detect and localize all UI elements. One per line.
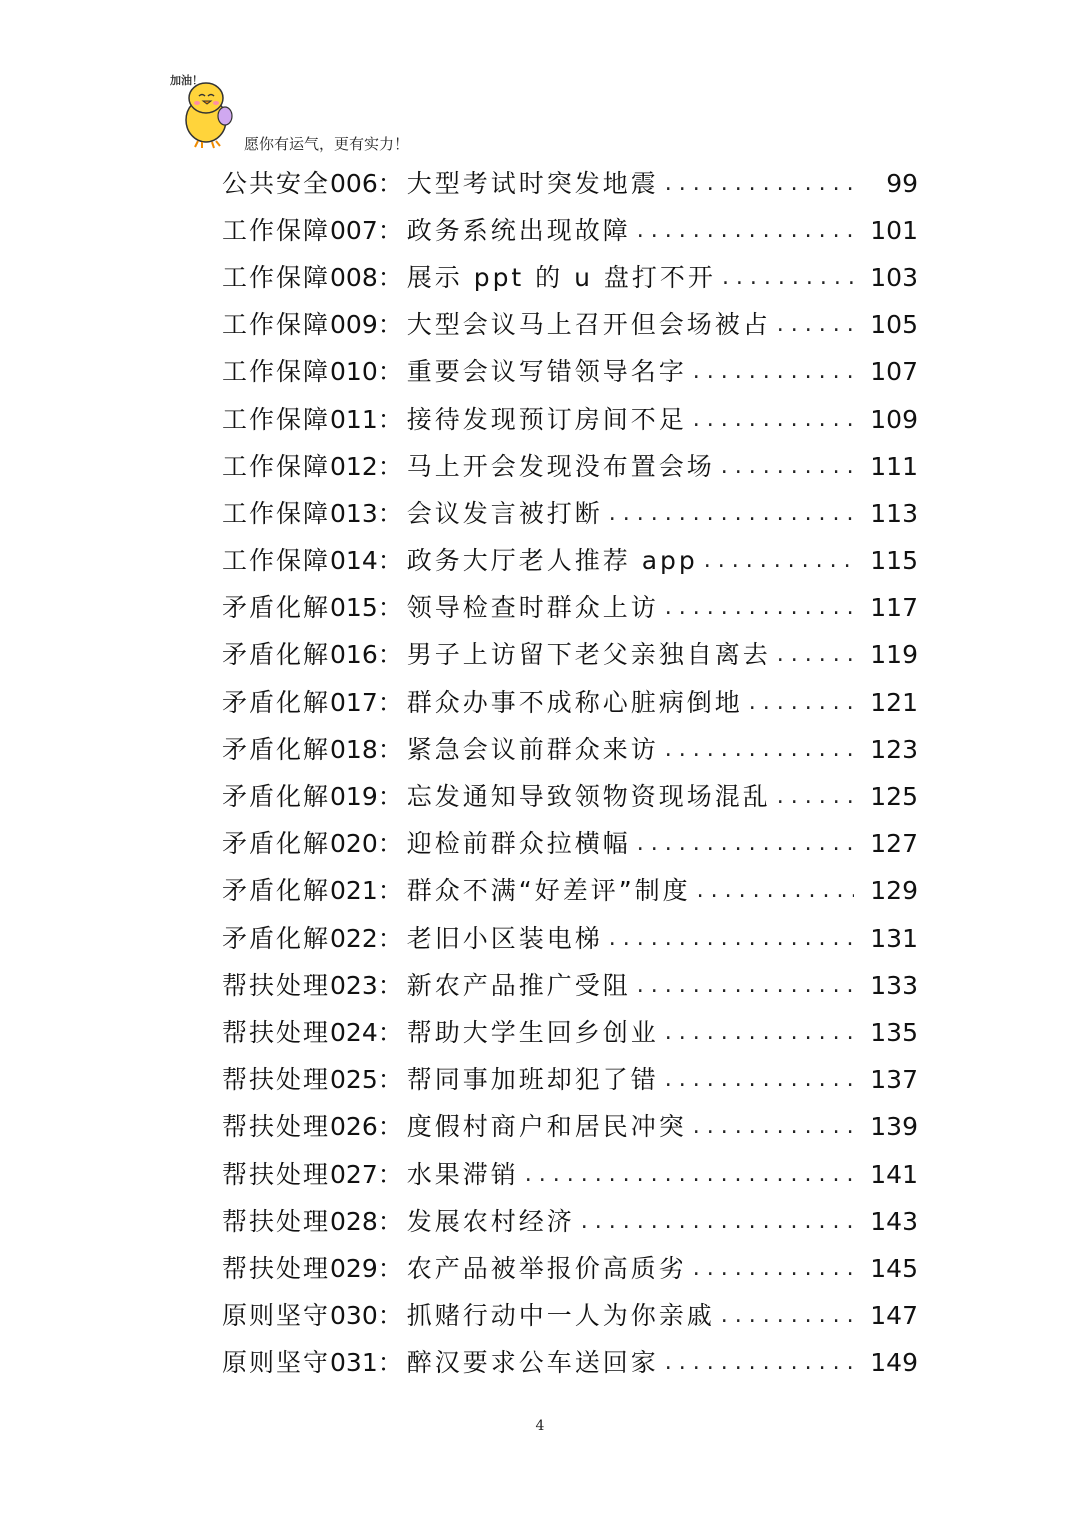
toc-page-number: 113 <box>870 498 918 528</box>
toc-page-number: 119 <box>870 640 918 670</box>
toc-page-number: 137 <box>870 1065 918 1095</box>
toc-row[interactable] <box>222 490 918 537</box>
dot-leader <box>637 216 854 246</box>
toc-page-number: 121 <box>870 687 918 717</box>
toc-title: 政务大厅老人推荐 app <box>406 546 698 576</box>
toc-category: 帮扶处理 <box>222 1206 331 1236</box>
toc-colon: ： <box>377 782 403 812</box>
toc-colon: ： <box>377 498 403 528</box>
toc-title: 紧急会议前群众来访 <box>406 734 659 764</box>
toc-page-number: 115 <box>870 546 918 576</box>
toc-row[interactable] <box>222 1104 918 1151</box>
toc-page-number: 135 <box>870 1017 918 1047</box>
toc-colon: ： <box>377 262 403 292</box>
toc-page-number: 117 <box>870 593 918 623</box>
toc-row[interactable] <box>222 160 918 207</box>
dot-leader <box>777 640 854 670</box>
dot-leader <box>722 263 854 293</box>
toc-title: 水果滞销 <box>406 1159 519 1189</box>
toc-page-number: 107 <box>870 357 918 387</box>
toc-category: 工作保障 <box>222 357 331 387</box>
toc-category: 帮扶处理 <box>222 1112 331 1142</box>
toc-row[interactable] <box>222 207 918 254</box>
toc-category: 工作保障 <box>222 215 331 245</box>
toc-row[interactable] <box>222 1245 918 1292</box>
toc-number: 024 <box>330 1017 378 1047</box>
toc-colon: ： <box>377 734 403 764</box>
toc-colon: ： <box>377 640 403 670</box>
toc-title: 农产品被举报价高质劣 <box>406 1253 687 1283</box>
toc-number: 028 <box>330 1206 378 1236</box>
toc-colon: ： <box>377 1112 403 1142</box>
toc-category: 矛盾化解 <box>222 876 331 906</box>
toc-title: 大型考试时突发地震 <box>406 168 659 198</box>
toc-title: 新农产品推广受阻 <box>406 970 631 1000</box>
toc-category: 帮扶处理 <box>222 970 331 1000</box>
toc-category: 原则坚守 <box>222 1301 331 1331</box>
toc-colon: ： <box>377 687 403 717</box>
toc-page-number: 111 <box>870 451 918 481</box>
toc-colon: ： <box>377 1206 403 1236</box>
toc-number: 014 <box>330 546 378 576</box>
dot-leader <box>637 829 854 859</box>
toc-number: 021 <box>330 876 378 906</box>
toc-number: 006 <box>330 168 378 198</box>
toc-number: 013 <box>330 498 378 528</box>
toc-colon: ： <box>377 215 403 245</box>
toc-category: 矛盾化解 <box>222 923 331 953</box>
dot-leader <box>581 1207 854 1237</box>
dot-leader <box>693 357 854 387</box>
mascot-tag: 加油！ <box>170 74 203 87</box>
toc-page-number: 105 <box>870 310 918 340</box>
toc-number: 029 <box>330 1253 378 1283</box>
toc-title: 帮同事加班却犯了错 <box>406 1065 659 1095</box>
toc-title: 迎检前群众拉横幅 <box>406 829 631 859</box>
toc-colon: ： <box>377 168 403 198</box>
toc-row[interactable] <box>222 868 918 915</box>
toc-category: 原则坚守 <box>222 1348 331 1378</box>
toc-page-number: 109 <box>870 404 918 434</box>
toc-row[interactable] <box>222 962 918 1009</box>
toc-title: 政务系统出现故障 <box>406 215 631 245</box>
toc-page-number: 129 <box>870 876 918 906</box>
toc-row[interactable] <box>222 773 918 820</box>
dot-leader <box>609 499 854 529</box>
toc-number: 011 <box>330 404 378 434</box>
toc-category: 矛盾化解 <box>222 734 331 764</box>
toc-number: 017 <box>330 687 378 717</box>
toc-row[interactable] <box>222 915 918 962</box>
toc-colon: ： <box>377 1348 403 1378</box>
toc-title: 群众办事不成称心脏病倒地 <box>406 687 743 717</box>
toc-page-number: 99 <box>886 168 918 198</box>
toc-title: 醉汉要求公车送回家 <box>406 1348 659 1378</box>
dot-leader <box>704 546 854 576</box>
toc-colon: ： <box>377 1159 403 1189</box>
dot-leader <box>665 735 854 765</box>
dot-leader <box>693 1254 854 1284</box>
toc-category: 帮扶处理 <box>222 1065 331 1095</box>
dot-leader <box>697 876 854 906</box>
toc-page-number: 103 <box>870 262 918 292</box>
toc-category: 矛盾化解 <box>222 782 331 812</box>
toc-category: 帮扶处理 <box>222 1017 331 1047</box>
toc-row[interactable] <box>222 821 918 868</box>
toc-number: 008 <box>330 262 378 292</box>
toc-row[interactable] <box>222 1009 918 1056</box>
dot-leader <box>749 688 854 718</box>
toc-title: 领导检查时群众上访 <box>406 593 659 623</box>
dot-leader <box>609 924 854 954</box>
toc-colon: ： <box>377 404 403 434</box>
toc-row[interactable] <box>222 585 918 632</box>
toc-row[interactable] <box>222 632 918 679</box>
toc-category: 公共安全 <box>222 168 331 198</box>
toc-colon: ： <box>377 1017 403 1047</box>
toc-page-number: 133 <box>870 970 918 1000</box>
toc-category: 工作保障 <box>222 404 331 434</box>
dot-leader <box>777 782 854 812</box>
toc-category: 工作保障 <box>222 546 331 576</box>
toc-number: 023 <box>330 970 378 1000</box>
toc-row[interactable] <box>222 538 918 585</box>
toc-page-number: 127 <box>870 829 918 859</box>
toc-title: 大型会议马上召开但会场被占 <box>406 310 771 340</box>
toc-number: 031 <box>330 1348 378 1378</box>
toc-colon: ： <box>377 451 403 481</box>
toc-number: 018 <box>330 734 378 764</box>
toc-row[interactable] <box>222 726 918 773</box>
toc-row[interactable] <box>222 1057 918 1104</box>
toc-row[interactable] <box>222 349 918 396</box>
toc-title: 度假村商户和居民冲突 <box>406 1112 687 1142</box>
toc-row[interactable] <box>222 1340 918 1387</box>
toc-number: 007 <box>330 215 378 245</box>
toc-colon: ： <box>377 1301 403 1331</box>
toc-row[interactable] <box>222 302 918 349</box>
toc-title: 马上开会发现没布置会场 <box>406 451 715 481</box>
toc-page-number: 131 <box>870 923 918 953</box>
toc-category: 矛盾化解 <box>222 829 331 859</box>
toc-colon: ： <box>377 310 403 340</box>
toc-number: 015 <box>330 593 378 623</box>
toc-page-number: 141 <box>870 1159 918 1189</box>
toc-title: 重要会议写错领导名字 <box>406 357 687 387</box>
toc-number: 027 <box>330 1159 378 1189</box>
toc-row[interactable] <box>222 1293 918 1340</box>
page-number: 4 <box>535 1418 545 1434</box>
toc-category: 矛盾化解 <box>222 687 331 717</box>
toc-row[interactable] <box>222 254 918 301</box>
toc-row[interactable] <box>222 679 918 726</box>
toc-number: 019 <box>330 782 378 812</box>
toc-page-number: 143 <box>870 1206 918 1236</box>
toc-category: 帮扶处理 <box>222 1159 331 1189</box>
toc-number: 025 <box>330 1065 378 1095</box>
toc-number: 026 <box>330 1112 378 1142</box>
toc-page-number: 139 <box>870 1112 918 1142</box>
toc-colon: ： <box>377 829 403 859</box>
toc-number: 020 <box>330 829 378 859</box>
toc-category: 矛盾化解 <box>222 593 331 623</box>
toc-number: 016 <box>330 640 378 670</box>
toc-category: 工作保障 <box>222 310 331 340</box>
toc-title: 忘发通知导致领物资现场混乱 <box>406 782 771 812</box>
toc-page-number: 149 <box>870 1348 918 1378</box>
toc-page-number: 101 <box>870 215 918 245</box>
toc-row[interactable] <box>222 1198 918 1245</box>
dot-leader <box>525 1160 854 1190</box>
toc-title: 抓赌行动中一人为你亲戚 <box>406 1301 715 1331</box>
toc-category: 工作保障 <box>222 498 331 528</box>
dot-leader <box>665 1348 854 1378</box>
toc-category: 工作保障 <box>222 451 331 481</box>
dot-leader <box>665 1018 854 1048</box>
toc-colon: ： <box>377 357 403 387</box>
toc-title: 会议发言被打断 <box>406 498 603 528</box>
toc-colon: ： <box>377 1253 403 1283</box>
toc-page-number: 147 <box>870 1301 918 1331</box>
toc-title: 发展农村经济 <box>406 1206 575 1236</box>
toc-number: 030 <box>330 1301 378 1331</box>
toc-colon: ： <box>377 923 403 953</box>
toc-title: 老旧小区装电梯 <box>406 923 603 953</box>
toc-number: 012 <box>330 451 378 481</box>
toc-title: 男子上访留下老父亲独自离去 <box>406 640 771 670</box>
toc-colon: ： <box>377 546 403 576</box>
toc-title: 群众不满“好差评”制度 <box>406 876 691 906</box>
toc-row[interactable] <box>222 1151 918 1198</box>
toc-colon: ： <box>377 970 403 1000</box>
toc-number: 022 <box>330 923 378 953</box>
toc-colon: ： <box>377 876 403 906</box>
dot-leader <box>693 1112 854 1142</box>
toc-category: 矛盾化解 <box>222 640 331 670</box>
dot-leader <box>665 593 854 623</box>
toc-number: 009 <box>330 310 378 340</box>
dot-leader <box>721 1301 854 1331</box>
dot-leader <box>665 1065 854 1095</box>
toc-row[interactable] <box>222 443 918 490</box>
dot-leader <box>721 452 854 482</box>
toc-title: 接待发现预订房间不足 <box>406 404 687 434</box>
toc-colon: ： <box>377 1065 403 1095</box>
toc-category: 帮扶处理 <box>222 1253 331 1283</box>
toc-page-number: 125 <box>870 782 918 812</box>
table-of-contents <box>222 160 918 1387</box>
toc-page-number: 145 <box>870 1253 918 1283</box>
toc-page-number: 123 <box>870 734 918 764</box>
toc-number: 010 <box>330 357 378 387</box>
dot-leader <box>665 169 854 199</box>
toc-row[interactable] <box>222 396 918 443</box>
toc-colon: ： <box>377 593 403 623</box>
dot-leader <box>693 405 854 435</box>
toc-title: 展示 ppt 的 u 盘打不开 <box>406 262 716 292</box>
dot-leader <box>777 310 854 340</box>
toc-category: 工作保障 <box>222 262 331 292</box>
motto-text: 愿你有运气，更有实力！ <box>244 135 410 153</box>
toc-title: 帮助大学生回乡创业 <box>406 1017 659 1047</box>
dot-leader <box>637 971 854 1001</box>
